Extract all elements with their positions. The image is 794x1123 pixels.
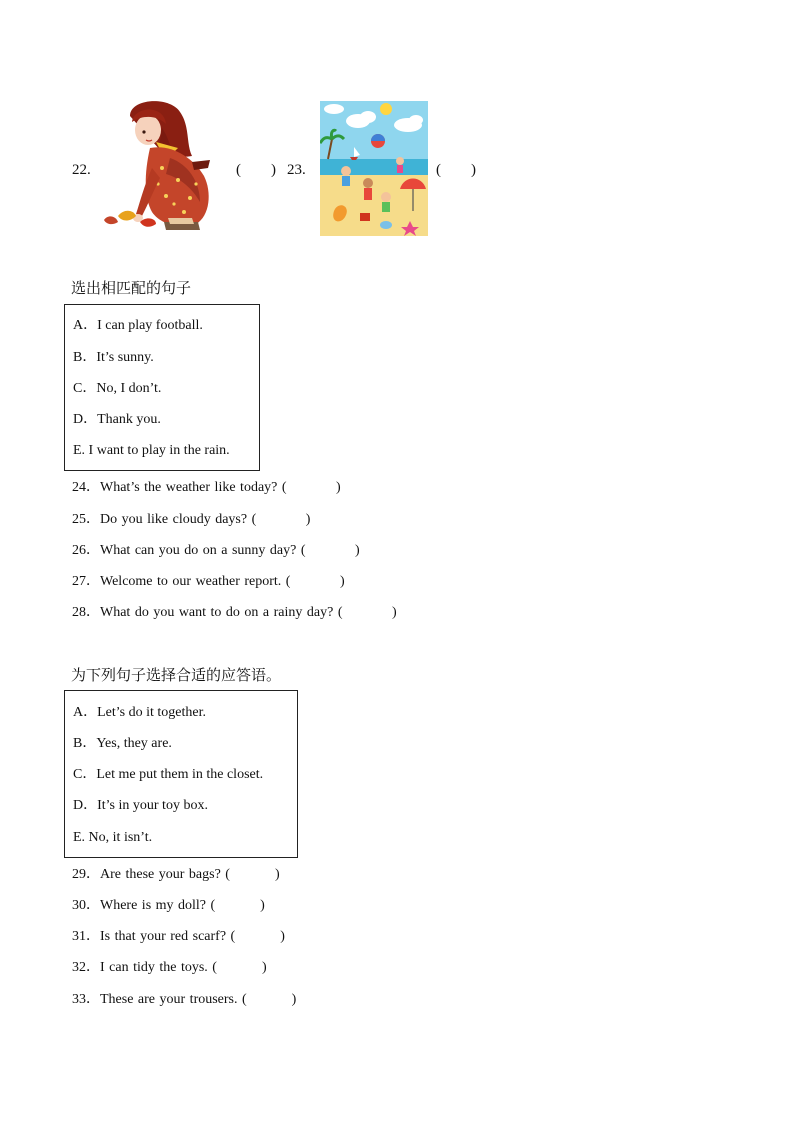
question-23-answer-blank[interactable]: ( )	[436, 162, 476, 178]
section1-option-d: D．Thank you.	[73, 412, 161, 427]
section2-option-a: A．Let’s do it together.	[73, 705, 206, 720]
question-27[interactable]: 27．Welcome to our weather report. ( )	[72, 574, 345, 589]
question-31[interactable]: 31．Is that your red scarf? ( )	[72, 929, 285, 944]
section1-option-c: C．No, I don’t.	[73, 381, 162, 396]
section2-option-d: D．It’s in your toy box.	[73, 798, 208, 813]
question-22-answer-blank[interactable]: ( )	[236, 162, 276, 178]
question-24[interactable]: 24．What’s the weather like today? ( )	[72, 480, 341, 495]
section2-options-box	[64, 690, 298, 858]
section1-heading: 选出相匹配的句子	[71, 279, 192, 297]
beach-scene-image	[320, 101, 428, 236]
question-26[interactable]: 26．What can you do on a sunny day? ( )	[72, 543, 360, 558]
section1-option-a: A．I can play football.	[73, 318, 203, 333]
section1-option-e: E. I want to play in the rain.	[73, 443, 230, 458]
girl-picking-leaves-image	[100, 98, 232, 232]
question-29[interactable]: 29．Are these your bags? ( )	[72, 867, 280, 882]
question-23-number: 23.	[287, 162, 306, 178]
question-25[interactable]: 25．Do you like cloudy days? ( )	[72, 512, 311, 527]
question-28[interactable]: 28．What do you want to do on a rainy day? ( )	[72, 605, 397, 620]
section1-option-b: B．It’s sunny.	[73, 350, 154, 365]
question-22-number: 22.	[72, 162, 91, 178]
question-30[interactable]: 30．Where is my doll? ( )	[72, 898, 265, 913]
question-32[interactable]: 32．I can tidy the toys. ( )	[72, 960, 267, 975]
section2-heading: 为下列句子选择合适的应答语。	[71, 666, 282, 684]
section2-option-e: E. No, it isn’t.	[73, 830, 153, 845]
question-33[interactable]: 33．These are your trousers. ( )	[72, 992, 297, 1007]
section2-option-c: C．Let me put them in the closet.	[73, 767, 264, 782]
section1-options-box	[64, 304, 260, 471]
section2-option-b: B．Yes, they are.	[73, 736, 172, 751]
